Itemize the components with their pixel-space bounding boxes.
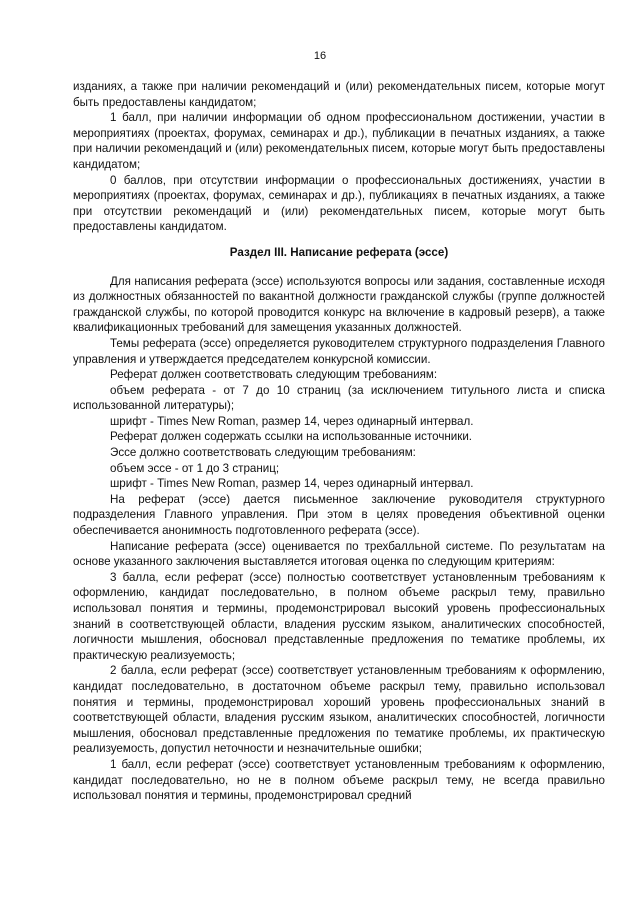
paragraph-a0: изданиях, а также при наличии рекомендаций и (или) рекомендательных писем, которые могут быть предоставлены кандидатом;: [73, 80, 605, 109]
paragraph-b9: На реферат (эссе) дается письменное заключение руководителя структурного подразделения Главного управления. При этом в целях проведения объективной оценки обеспечивается анонимность подготовленного реферата (эссе).: [73, 492, 605, 538]
document-body: [73, 79, 605, 804]
paragraph-a2: 0 баллов, при отсутствии информации о профессиональных достижениях, участии в мероприятиях (проектах, форумах, семинарах и др.), публикациях в печатных изданиях, а также при отсутствии рекомендаций и (или) рекомендательных писем, которые могут быть предоставлены кандидатом.: [73, 173, 605, 234]
paragraph-b5: Реферат должен содержать ссылки на использованные источники.: [110, 430, 473, 444]
paragraph-b3: объем реферата - от 7 до 10 страниц (за исключением титульного листа и списка использованной литературы);: [73, 383, 605, 413]
section-heading: Раздел III. Написание реферата (эссе): [229, 245, 449, 259]
paragraph-b8: шрифт - Times New Roman, размер 14, через одинарный интервал.: [110, 477, 474, 491]
paragraph-b10: Написание реферата (эссе) оценивается по трехбалльной системе. По результатам на основе указанного заключения выставляется итоговая оценка по следующим критериям:: [73, 539, 605, 569]
paragraph-b6: Эссе должно соответствовать следующим требованиям:: [110, 446, 416, 460]
paragraph-b12: 2 балла, если реферат (эссе) соответствует установленным требованиям к оформлению, кандидат последовательно, в достаточном объеме раскрыл тему, правильно использовал понятия и термины, продемонстрировал хороший уровень профессиональных знаний в соответствующей области, владения русским языком, аналитических способностей, логичности мышления, обосновал представленные предложения по тематике проблемы, их практическую реализуемость, допустил неточности и незначительные ошибки;: [73, 664, 605, 756]
paragraph-b13: 1 балл, если реферат (эссе) соответствует установленным требованиям к оформлению, кандидат последовательно, но не в полном объеме раскрыл тему, не всегда правильно использовал понятия и термины, продемонстрировал средний: [73, 757, 605, 803]
paragraph-b4: шрифт - Times New Roman, размер 14, через одинарный интервал.: [110, 414, 474, 428]
paragraph-a1: 1 балл, при наличии информации об одном профессиональном достижении, участии в мероприятиях (проектах, форумах, семинарах и др.), публикации в печатных изданиях, а также при наличии рекомендаций и (или) рекомендательных писем, которые могут быть предоставлены кандидатом;: [73, 111, 605, 171]
page-number: 16: [313, 50, 327, 62]
paragraph-b7: объем эссе - от 1 до 3 страниц;: [110, 461, 280, 475]
paragraph-b1: Темы реферата (эссе) определяется руководителем структурного подразделения Главного управления и утверждается председателем конкурсной комиссии.: [73, 336, 605, 366]
paragraph-b2: Реферат должен соответствовать следующим требованиям:: [110, 368, 438, 382]
paragraph-b11: 3 балла, если реферат (эссе) полностью соответствует установленным требованиям к оформлению, кандидат последовательно, в полном объеме раскрыл тему, правильно использовал понятия и термины, продемонстрировал высокий уровень профессиональных знаний в соответствующей области, владения русским языком, аналитических способностей, логичности мышления, обосновал представленные предложения по тематике проблемы, их практическую реализуемость;: [73, 570, 605, 662]
paragraph-b0: Для написания реферата (эссе) используются вопросы или задания, составленные исходя из должностных обязанностей по вакантной должности гражданской службы (группе должностей гражданской службы, по которой проводится конкурс на включение в кадровый резерв), а также квалификационных требований для замещения указанных должностей.: [73, 274, 605, 335]
